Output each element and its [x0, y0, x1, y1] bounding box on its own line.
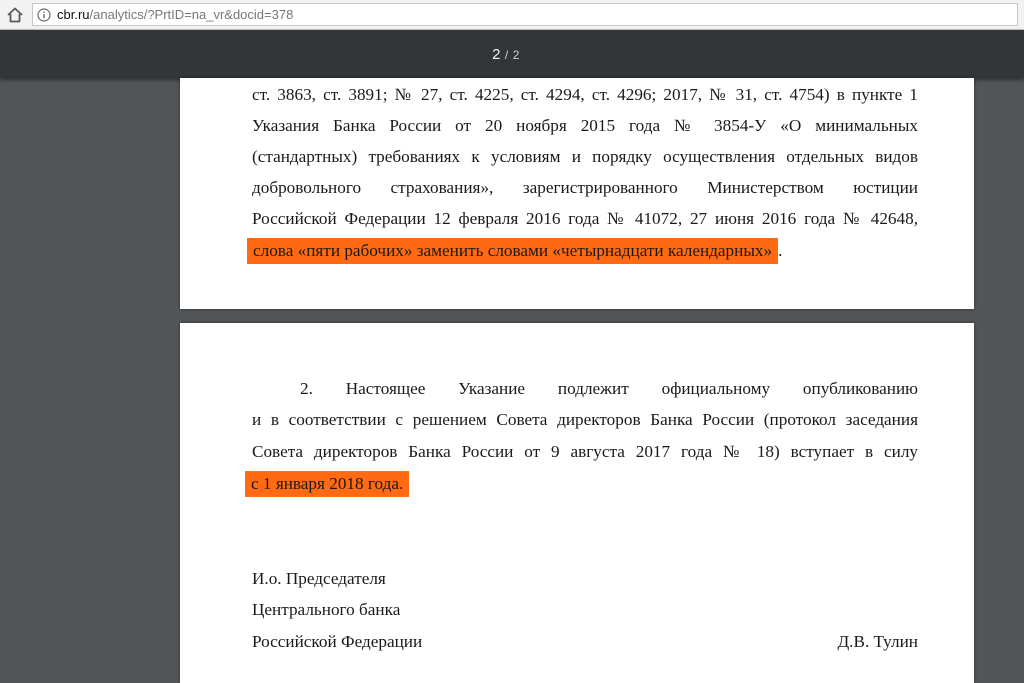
pdf-page-2 [180, 323, 974, 683]
total-pages: 2 [512, 47, 520, 62]
browser-address-bar [0, 0, 1024, 30]
pdf-page-1 [180, 78, 974, 309]
page1-line-3: (стандартных) требованиях к условиям и порядку осуществления отдельных видов [252, 147, 918, 166]
page-separator: / [504, 47, 509, 62]
highlight-tail: . [778, 241, 783, 260]
home-icon [6, 6, 24, 24]
page1-line-6 [252, 240, 918, 262]
page2-line-1: 2. Настоящее Указание подлежит официальному опубликованию [300, 379, 918, 398]
home-button[interactable] [4, 4, 26, 26]
current-page[interactable]: 2 [492, 45, 501, 63]
page2-line-2: и в соответствии с решением Совета директоров Банка России (протокол заседания [252, 410, 918, 429]
pdf-toolbar [0, 30, 1024, 78]
signature-title-3: Российской Федерации [252, 632, 423, 651]
page1-line-2: Указания Банка России от 20 ноября 2015 года № 3854-У «О минимальных [252, 116, 918, 135]
highlighted-text: слова «пяти рабочих» заменить словами «четырнадцати календарных» [247, 238, 778, 264]
page-indicator [492, 46, 520, 63]
url-text [57, 7, 293, 22]
url-path: /analytics/?PrtID=na_vr&docid=378 [89, 7, 294, 22]
page1-line-4: добровольного страхования», зарегистрированного Министерством юстиции [252, 178, 918, 197]
url-input[interactable] [32, 3, 1018, 26]
page2-line-3: Совета директоров Банка России от 9 августа 2017 года № 18) вступает в силу [252, 442, 918, 461]
page1-line-5: Российской Федерации 12 февраля 2016 года № 41072, 27 июня 2016 года № 42648, [252, 209, 918, 228]
signature-title-2: Центрального банка [252, 600, 401, 619]
signature-title-1: И.о. Председателя [252, 569, 386, 588]
highlighted-date: с 1 января 2018 года. [245, 471, 409, 497]
info-icon[interactable] [37, 8, 51, 22]
page2-line-4 [252, 473, 918, 495]
signatory-name: Д.В. Тулин [837, 632, 918, 651]
page1-line-1: ст. 3863, ст. 3891; № 27, ст. 4225, ст. 4294, ст. 4296; 2017, № 31, ст. 4754) в пункте 1 [252, 85, 918, 104]
url-domain: cbr.ru [57, 7, 90, 22]
